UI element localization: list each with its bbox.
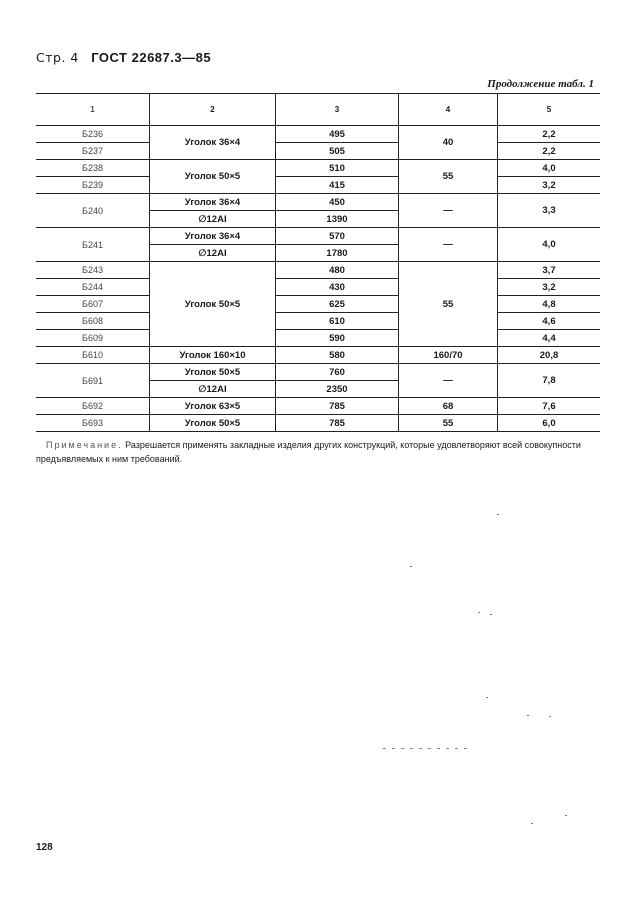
length-cell: 1780 bbox=[276, 245, 399, 262]
column-header: 4 bbox=[399, 94, 498, 126]
mark-cell: Б244 bbox=[36, 279, 150, 296]
mark-cell: Б692 bbox=[36, 398, 150, 415]
mark-cell: Б236 bbox=[36, 126, 150, 143]
table-row bbox=[36, 194, 600, 211]
mark-cell: Б238 bbox=[36, 160, 150, 177]
mass-cell: 4,8 bbox=[498, 296, 601, 313]
length-cell: 625 bbox=[276, 296, 399, 313]
mass-cell: 4,0 bbox=[498, 228, 601, 262]
scan-speck bbox=[478, 612, 480, 613]
profile-cell: ∅12АI bbox=[150, 211, 276, 228]
length-cell: 480 bbox=[276, 262, 399, 279]
scan-speck bbox=[490, 614, 492, 615]
data-table bbox=[36, 93, 600, 432]
col4-cell: — bbox=[399, 364, 498, 398]
mark-cell: Б607 bbox=[36, 296, 150, 313]
length-cell: 415 bbox=[276, 177, 399, 194]
profile-cell: Уголок 63×5 bbox=[150, 398, 276, 415]
mass-cell: 4,4 bbox=[498, 330, 601, 347]
mass-cell: 3,2 bbox=[498, 177, 601, 194]
table-header-row bbox=[36, 94, 600, 126]
length-cell: 495 bbox=[276, 126, 399, 143]
length-cell: 570 bbox=[276, 228, 399, 245]
length-cell: 505 bbox=[276, 143, 399, 160]
table-row bbox=[36, 177, 600, 194]
profile-cell: ∅12АI bbox=[150, 245, 276, 262]
scan-speck bbox=[531, 823, 533, 824]
page-header bbox=[36, 50, 211, 65]
col4-cell: — bbox=[399, 228, 498, 262]
length-cell: 785 bbox=[276, 415, 399, 432]
table-note bbox=[36, 438, 596, 466]
scan-speck bbox=[486, 697, 488, 698]
profile-cell: Уголок 50×5 bbox=[150, 364, 276, 381]
profile-cell: Уголок 50×5 bbox=[150, 160, 276, 194]
mass-cell: 6,0 bbox=[498, 415, 601, 432]
column-header: 2 bbox=[150, 94, 276, 126]
profile-cell: Уголок 36×4 bbox=[150, 126, 276, 160]
mass-cell: 3,2 bbox=[498, 279, 601, 296]
note-text: Разрешается применять закладные изделия других конструкций, которые удовлетворяют всей совокупности предъявляемых к ним требований. bbox=[36, 440, 581, 464]
scan-speck bbox=[383, 748, 473, 749]
page-number: 128 bbox=[36, 842, 53, 853]
length-cell: 510 bbox=[276, 160, 399, 177]
column-header: 1 bbox=[36, 94, 150, 126]
table-row bbox=[36, 279, 600, 296]
col4-cell: 55 bbox=[399, 262, 498, 347]
scan-speck bbox=[497, 514, 499, 515]
mark-cell: Б241 bbox=[36, 228, 150, 262]
table-row bbox=[36, 313, 600, 330]
mark-cell: Б608 bbox=[36, 313, 150, 330]
profile-cell: Уголок 50×5 bbox=[150, 415, 276, 432]
length-cell: 1390 bbox=[276, 211, 399, 228]
page-label: Стр. 4 bbox=[36, 50, 79, 65]
mark-cell: Б609 bbox=[36, 330, 150, 347]
mark-cell: Б239 bbox=[36, 177, 150, 194]
table-row bbox=[36, 160, 600, 177]
profile-cell: Уголок 36×4 bbox=[150, 228, 276, 245]
mass-cell: 7,6 bbox=[498, 398, 601, 415]
col4-cell: 160/70 bbox=[399, 347, 498, 364]
mass-cell: 2,2 bbox=[498, 143, 601, 160]
table-row bbox=[36, 262, 600, 279]
table-row bbox=[36, 228, 600, 245]
table-row bbox=[36, 296, 600, 313]
length-cell: 760 bbox=[276, 364, 399, 381]
table-row bbox=[36, 330, 600, 347]
mass-cell: 20,8 bbox=[498, 347, 601, 364]
col4-cell: 55 bbox=[399, 160, 498, 194]
length-cell: 2350 bbox=[276, 381, 399, 398]
scan-speck bbox=[410, 566, 412, 567]
mark-cell: Б610 bbox=[36, 347, 150, 364]
length-cell: 580 bbox=[276, 347, 399, 364]
col4-cell: 40 bbox=[399, 126, 498, 160]
col4-cell: — bbox=[399, 194, 498, 228]
mass-cell: 4,6 bbox=[498, 313, 601, 330]
table-row bbox=[36, 415, 600, 432]
mark-cell: Б237 bbox=[36, 143, 150, 160]
col4-cell: 68 bbox=[399, 398, 498, 415]
mass-cell: 3,3 bbox=[498, 194, 601, 228]
mass-cell: 2,2 bbox=[498, 126, 601, 143]
scan-speck bbox=[565, 815, 567, 816]
column-header: 5 bbox=[498, 94, 601, 126]
length-cell: 610 bbox=[276, 313, 399, 330]
table-row bbox=[36, 398, 600, 415]
mass-cell: 4,0 bbox=[498, 160, 601, 177]
scan-speck bbox=[549, 716, 551, 717]
standard-number: ГОСТ 22687.3—85 bbox=[91, 50, 212, 65]
mark-cell: Б693 bbox=[36, 415, 150, 432]
length-cell: 430 bbox=[276, 279, 399, 296]
col4-cell: 55 bbox=[399, 415, 498, 432]
note-label: Примечание. bbox=[46, 440, 123, 450]
table-row bbox=[36, 347, 600, 364]
column-header: 3 bbox=[276, 94, 399, 126]
table-row bbox=[36, 143, 600, 160]
length-cell: 450 bbox=[276, 194, 399, 211]
length-cell: 785 bbox=[276, 398, 399, 415]
length-cell: 590 bbox=[276, 330, 399, 347]
table-row bbox=[36, 126, 600, 143]
profile-cell: Уголок 50×5 bbox=[150, 262, 276, 347]
scan-speck bbox=[527, 715, 529, 716]
mark-cell: Б243 bbox=[36, 262, 150, 279]
mark-cell: Б240 bbox=[36, 194, 150, 228]
profile-cell: Уголок 160×10 bbox=[150, 347, 276, 364]
mass-cell: 3,7 bbox=[498, 262, 601, 279]
mass-cell: 7,8 bbox=[498, 364, 601, 398]
table-row bbox=[36, 364, 600, 381]
mark-cell: Б691 bbox=[36, 364, 150, 398]
profile-cell: Уголок 36×4 bbox=[150, 194, 276, 211]
profile-cell: ∅12АI bbox=[150, 381, 276, 398]
table-continuation: Продолжение табл. 1 bbox=[487, 78, 594, 90]
